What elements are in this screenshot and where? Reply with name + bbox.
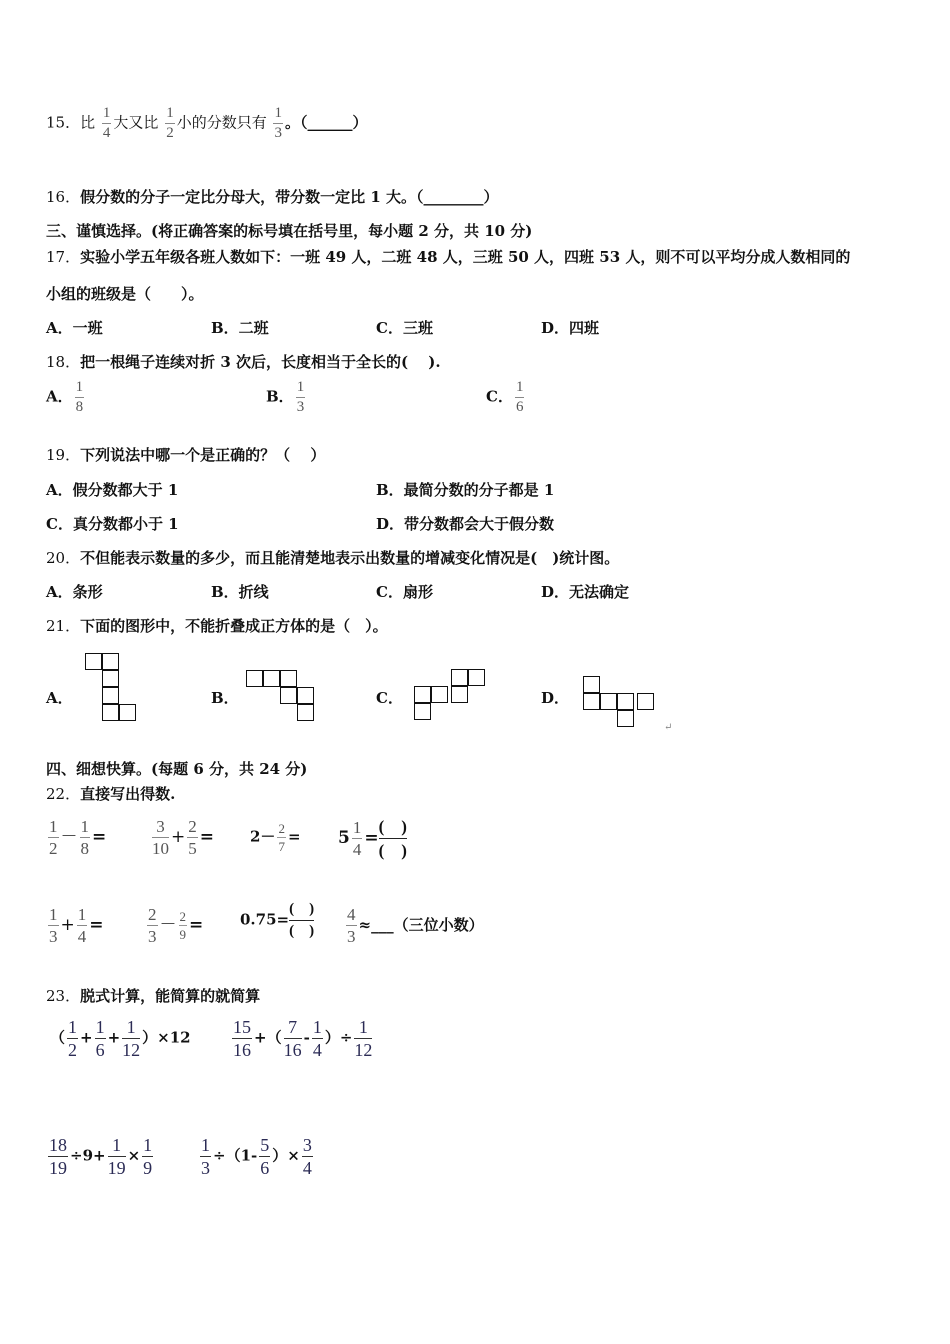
- q17: 17．实验小学五年级各班人数如下：一班 49 人，二班 48 人，三班 50 人，四班 53 人，则不可以平均分成人数相同的: [46, 248, 851, 266]
- q19: 19．下列说法中哪一个是正确的？（ ）: [46, 446, 326, 464]
- q22: 22．直接写出得数.: [46, 785, 176, 803]
- fraction: $\frac{1}{3}$: [296, 379, 305, 415]
- q22-expr-1: $\frac{1}{2}$ － $\frac{1}{8}$ =: [49, 817, 107, 858]
- q19-option-a: A．假分数都大于 1: [46, 481, 179, 499]
- return-mark-icon: ↵: [664, 722, 673, 733]
- q23-expr-2: $\frac{15}{16}$ +（ $\frac{7}{16}$ - $\frac{1}{4}$ ）÷ $\frac{1}{12}$: [233, 1017, 373, 1060]
- q21: 21．下面的图形中，不能折叠成正方体的是（ ）。: [46, 617, 388, 635]
- q19-option-b: B．最简分数的分子都是 1: [376, 481, 555, 499]
- q21-option-b-label: B．: [211, 689, 239, 707]
- q19-option-d: D．带分数都会大于假分数: [376, 515, 555, 533]
- q23-expr-1: （ $\frac{1}{2}$ + $\frac{1}{6}$ + $\frac{1}{12}$ ）×12: [50, 1017, 191, 1060]
- q17-option-a: A．一班: [46, 319, 103, 337]
- q23-expr-3: $\frac{18}{19}$ ÷9+ $\frac{1}{19}$ × $\frac{1}{9}$: [49, 1135, 153, 1178]
- q22-expr-3: 2－ $\frac{2}{7}$ =: [250, 821, 301, 854]
- q22-expr-7: 0.75= ( ) ( ): [240, 901, 315, 939]
- q22-expr-5: $\frac{1}{3}$ + $\frac{1}{4}$ =: [49, 905, 104, 946]
- q21-option-d-label: D．: [541, 689, 570, 707]
- q21-option-a-label: A．: [46, 689, 73, 707]
- q18-option-c: C． $\frac{1}{6}$: [486, 379, 524, 415]
- q20-option-a: A．条形: [46, 583, 103, 601]
- q19-option-c: C．真分数都小于 1: [46, 515, 179, 533]
- q23: 23．脱式计算，能简算的就简算: [46, 987, 261, 1005]
- q22-expr-8: $\frac{4}{3}$ ≈___（三位小数）: [347, 905, 484, 946]
- section-4-heading: 四、细想快算。(每题 6 分，共 24 分): [46, 760, 308, 778]
- q18-option-b: B． $\frac{1}{3}$: [266, 379, 305, 415]
- q22-expr-2: $\frac{3}{10}$ + $\frac{2}{5}$ =: [152, 817, 214, 858]
- q20-option-b: B．折线: [211, 583, 269, 601]
- q17-option-c: C．三班: [376, 319, 433, 337]
- q17-line2: 小组的班级是（ ）。: [46, 285, 204, 303]
- fraction: $\frac{1}{8}$: [75, 379, 84, 415]
- fraction: $\frac{1}{4}$: [102, 105, 111, 141]
- q15: 15．比 $\frac{1}{4}$ 大又比 $\frac{1}{2}$ 小的分数只有 $\frac{1}{3}$ 。（______）: [46, 105, 368, 141]
- q17-option-b: B．二班: [211, 319, 269, 337]
- q23-expr-4: $\frac{1}{3}$ ÷（1- $\frac{5}{6}$ ）× $\frac{3}{4}$: [201, 1135, 312, 1178]
- q18-option-a: A． $\frac{1}{8}$: [46, 379, 84, 415]
- fraction: $\frac{1}{6}$: [515, 379, 524, 415]
- q16: 16．假分数的分子一定比分母大，带分数一定比 1 大。（________）: [46, 188, 499, 206]
- q21-option-c-label: C．: [376, 689, 403, 707]
- q20-option-d: D．无法确定: [541, 583, 630, 601]
- q20: 20．不但能表示数量的多少，而且能清楚地表示出数量的增减变化情况是( )统计图。: [46, 549, 620, 567]
- fraction: $\frac{1}{2}$: [166, 105, 174, 141]
- q18: 18．把一根绳子连续对折 3 次后，长度相当于全长的( ).: [46, 353, 441, 371]
- q22-expr-6: $\frac{2}{3}$ － $\frac{2}{9}$ =: [148, 905, 204, 946]
- q20-option-c: C．扇形: [376, 583, 433, 601]
- q17-option-d: D．四班: [541, 319, 600, 337]
- section-3-heading: 三、谨慎选择。(将正确答案的标号填在括号里，每小题 2 分，共 10 分): [46, 222, 533, 240]
- q22-expr-4: 5 $\frac{1}{4}$ = ( ) ( ): [338, 817, 407, 860]
- fraction: $\frac{1}{3}$: [274, 105, 282, 141]
